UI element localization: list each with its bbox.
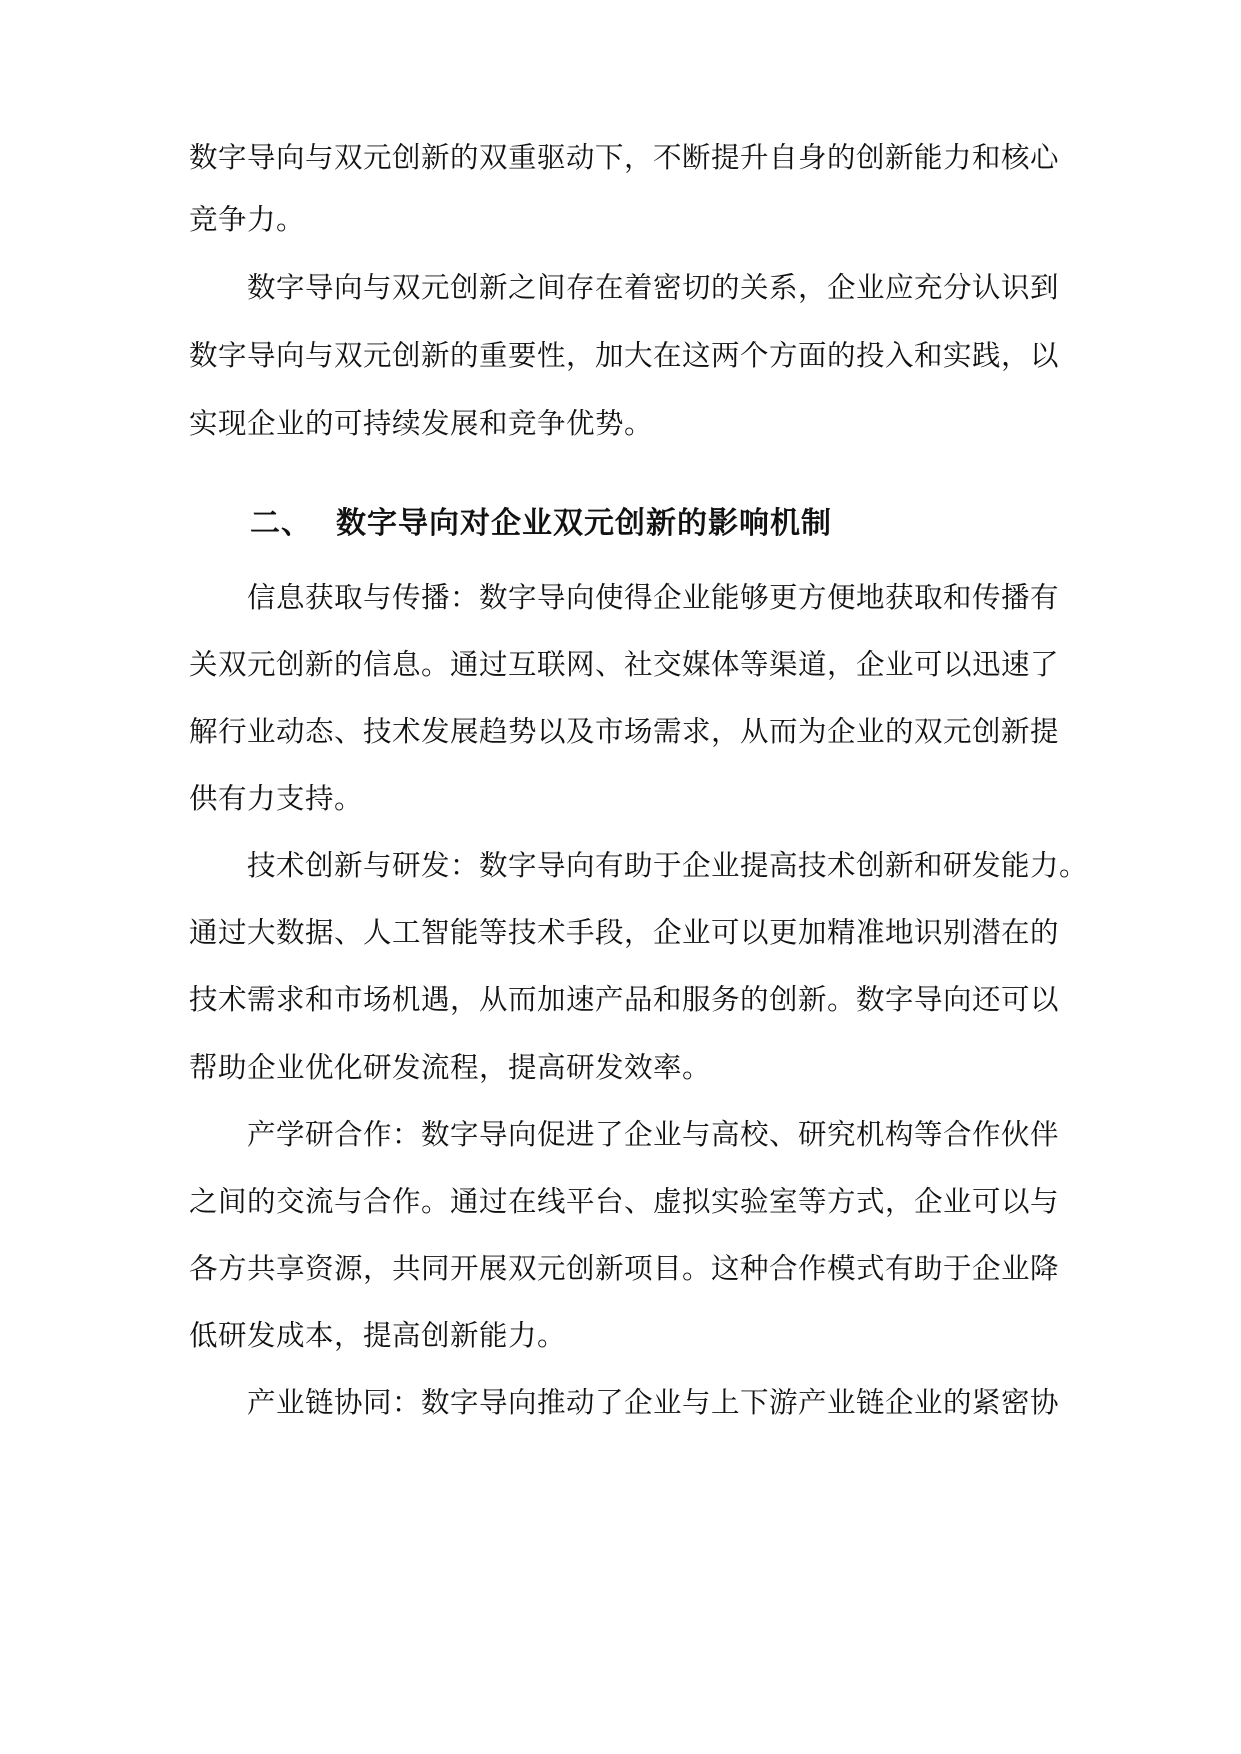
summary-line-1: 数字导向与双元创新之间存在着密切的关系，企业应充分认识到 <box>247 271 1060 304</box>
paragraph-2-line-4: 帮助企业优化研发流程，提高研发效率。 <box>189 1051 712 1084</box>
paragraph-3-line-2: 之间的交流与合作。通过在线平台、虚拟实验室等方式，企业可以与 <box>189 1185 1060 1218</box>
paragraph-1-line-3: 解行业动态、技术发展趋势以及市场需求，从而为企业的双元创新提 <box>189 715 1060 748</box>
paragraph-1-line-1: 信息获取与传播：数字导向使得企业能够更方便地获取和传播有 <box>247 581 1060 614</box>
section-number: 二、 <box>250 506 312 541</box>
paragraph-4-line-1: 产业链协同：数字导向推动了企业与上下游产业链企业的紧密协 <box>247 1386 1060 1419</box>
paragraph-3-line-1: 产学研合作：数字导向促进了企业与高校、研究机构等合作伙伴 <box>247 1118 1060 1151</box>
paragraph-1-line-4: 供有力支持。 <box>189 782 364 815</box>
section-heading <box>250 503 1050 545</box>
continuation-line-1: 数字导向与双元创新的双重驱动下，不断提升自身的创新能力和核心 <box>189 141 1060 174</box>
paragraph-2-line-2: 通过大数据、人工智能等技术手段，企业可以更加精准地识别潜在的 <box>189 916 1060 949</box>
section-title: 数字导向对企业双元创新的影响机制 <box>336 506 832 541</box>
paragraph-2-line-3: 技术需求和市场机遇，从而加速产品和服务的创新。数字导向还可以 <box>189 983 1060 1016</box>
summary-line-2: 数字导向与双元创新的重要性，加大在这两个方面的投入和实践，以 <box>189 339 1060 372</box>
paragraph-3-line-4: 低研发成本，提高创新能力。 <box>189 1319 567 1352</box>
continuation-line-2: 竞争力。 <box>189 203 306 236</box>
paragraph-2-line-1: 技术创新与研发：数字导向有助于企业提高技术创新和研发能力。 <box>247 849 1089 882</box>
paragraph-3-line-3: 各方共享资源，共同开展双元创新项目。这种合作模式有助于企业降 <box>189 1252 1060 1285</box>
paragraph-1-line-2: 关双元创新的信息。通过互联网、社交媒体等渠道，企业可以迅速了 <box>189 648 1060 681</box>
summary-line-3: 实现企业的可持续发展和竞争优势。 <box>189 407 654 440</box>
